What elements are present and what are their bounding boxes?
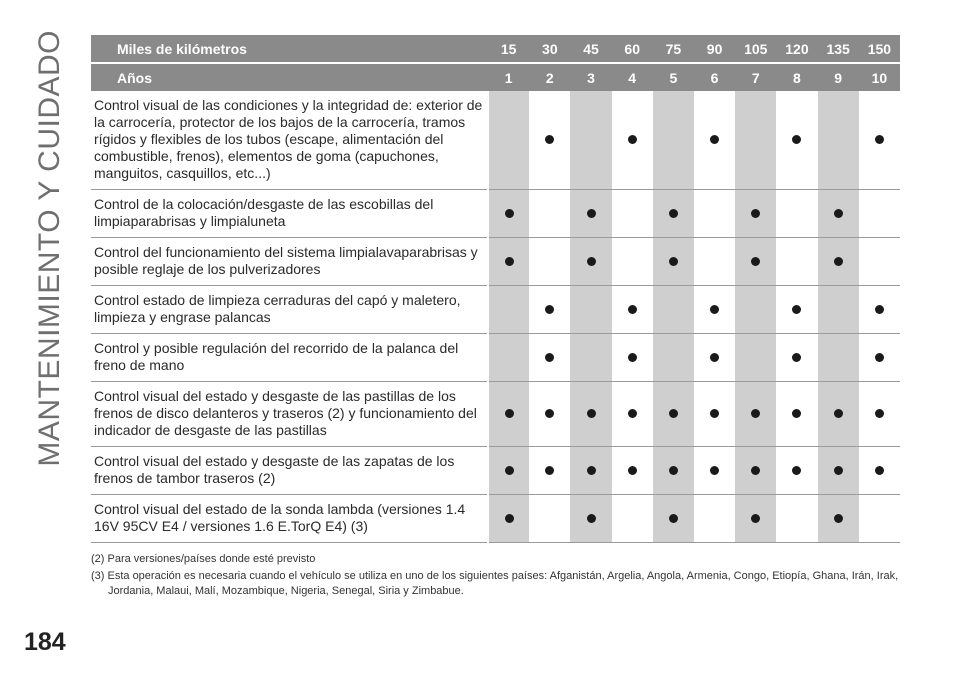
check-dot-icon	[792, 305, 801, 314]
year-value: 9	[818, 63, 859, 91]
schedule-cell	[612, 447, 653, 495]
schedule-cell	[818, 286, 859, 334]
check-dot-icon	[545, 409, 554, 418]
row-label: Control del funcionamiento del sistema limpialavaparabrisas y posible reglaje de los pulverizadores	[91, 238, 488, 286]
schedule-cell	[570, 334, 611, 382]
schedule-cell	[859, 495, 900, 543]
schedule-cell	[570, 190, 611, 238]
check-dot-icon	[505, 466, 514, 475]
year-value: 5	[653, 63, 694, 91]
schedule-cell	[653, 91, 694, 190]
km-value: 45	[570, 35, 611, 63]
check-dot-icon	[587, 257, 596, 266]
table-row	[91, 190, 900, 238]
schedule-cell	[488, 286, 529, 334]
km-header-row	[91, 35, 900, 63]
schedule-cell	[694, 238, 735, 286]
footnotes	[91, 552, 900, 599]
check-dot-icon	[875, 409, 884, 418]
table-row	[91, 447, 900, 495]
row-label: Control visual del estado y desgaste de las pastillas de los frenos de disco delanteros y traseros (2) y funcionamiento del indicador de desgaste de las pastillas	[91, 382, 488, 447]
year-value: 1	[488, 63, 529, 91]
schedule-cell	[735, 238, 776, 286]
schedule-cell	[735, 382, 776, 447]
schedule-cell	[859, 382, 900, 447]
footnote-3: (3) Esta operación es necesaria cuando el vehículo se utiliza en uno de los siguientes países: Afganistán, Argelia, Angola, Armenia, Congo, Etiopía, Ghana, Irán, Irak, Jordania, Malaui, Malí, Mozambique, Nigeria, Senegal, Siria y Zimbabue.	[91, 570, 899, 597]
schedule-cell	[653, 190, 694, 238]
row-label: Control visual del estado y desgaste de las zapatas de los frenos de tambor traseros (2)	[91, 447, 488, 495]
schedule-cell	[570, 286, 611, 334]
km-value: 75	[653, 35, 694, 63]
page-number: 184	[24, 628, 66, 656]
check-dot-icon	[710, 305, 719, 314]
check-dot-icon	[505, 409, 514, 418]
check-dot-icon	[875, 305, 884, 314]
schedule-cell	[776, 190, 817, 238]
table-row	[91, 382, 900, 447]
schedule-cell	[488, 238, 529, 286]
check-dot-icon	[751, 409, 760, 418]
schedule-cell	[818, 447, 859, 495]
check-dot-icon	[545, 305, 554, 314]
schedule-cell	[776, 382, 817, 447]
check-dot-icon	[545, 135, 554, 144]
schedule-cell	[612, 91, 653, 190]
schedule-cell	[653, 495, 694, 543]
check-dot-icon	[669, 466, 678, 475]
check-dot-icon	[792, 135, 801, 144]
check-dot-icon	[875, 135, 884, 144]
table-row	[91, 495, 900, 543]
schedule-cell	[529, 91, 570, 190]
schedule-cell	[818, 334, 859, 382]
schedule-cell	[653, 382, 694, 447]
schedule-cell	[818, 495, 859, 543]
check-dot-icon	[587, 409, 596, 418]
year-value: 10	[859, 63, 900, 91]
check-dot-icon	[710, 135, 719, 144]
footnote-2: (2) Para versiones/países donde esté previsto	[91, 553, 316, 565]
schedule-cell	[694, 447, 735, 495]
schedule-cell	[818, 91, 859, 190]
schedule-cell	[653, 447, 694, 495]
check-dot-icon	[710, 466, 719, 475]
check-dot-icon	[545, 466, 554, 475]
check-dot-icon	[875, 353, 884, 362]
schedule-body	[91, 91, 900, 543]
check-dot-icon	[834, 466, 843, 475]
check-dot-icon	[875, 466, 884, 475]
schedule-cell	[653, 238, 694, 286]
years-header-row	[91, 63, 900, 91]
schedule-cell	[776, 91, 817, 190]
check-dot-icon	[834, 514, 843, 523]
section-title-text: MANTENIMIENTO Y CUIDADO	[33, 30, 66, 467]
schedule-cell	[612, 238, 653, 286]
check-dot-icon	[545, 353, 554, 362]
schedule-cell	[818, 190, 859, 238]
schedule-cell	[818, 382, 859, 447]
schedule-cell	[859, 190, 900, 238]
schedule-cell	[694, 495, 735, 543]
schedule-cell	[859, 286, 900, 334]
check-dot-icon	[505, 257, 514, 266]
years-header-label: Años	[91, 63, 488, 91]
check-dot-icon	[710, 409, 719, 418]
year-value: 4	[612, 63, 653, 91]
check-dot-icon	[669, 209, 678, 218]
check-dot-icon	[669, 409, 678, 418]
schedule-cell	[859, 91, 900, 190]
check-dot-icon	[628, 353, 637, 362]
schedule-cell	[488, 190, 529, 238]
schedule-cell	[776, 495, 817, 543]
table-row	[91, 91, 900, 190]
row-label: Control visual de las condiciones y la integridad de: exterior de la carrocería, protector de los bajos de la carrocería, tramos rígidos y flexibles de los tubos (escape, alimentación del combustible, frenos), elementos de goma (capuchones, manguitos, casquillos, etc...)	[91, 91, 488, 190]
km-value: 105	[735, 35, 776, 63]
year-value: 2	[529, 63, 570, 91]
year-value: 8	[776, 63, 817, 91]
check-dot-icon	[792, 409, 801, 418]
check-dot-icon	[751, 466, 760, 475]
schedule-cell	[570, 495, 611, 543]
schedule-cell	[735, 334, 776, 382]
schedule-cell	[653, 286, 694, 334]
year-value: 7	[735, 63, 776, 91]
schedule-cell	[776, 334, 817, 382]
maintenance-schedule-table	[91, 35, 900, 543]
check-dot-icon	[628, 466, 637, 475]
schedule-cell	[529, 334, 570, 382]
km-header-label: Miles de kilómetros	[91, 35, 488, 63]
schedule-cell	[694, 286, 735, 334]
table-row	[91, 238, 900, 286]
km-value: 120	[776, 35, 817, 63]
schedule-cell	[612, 334, 653, 382]
check-dot-icon	[751, 257, 760, 266]
schedule-cell	[859, 334, 900, 382]
schedule-cell	[859, 238, 900, 286]
schedule-cell	[653, 334, 694, 382]
schedule-cell	[529, 447, 570, 495]
km-value: 60	[612, 35, 653, 63]
check-dot-icon	[587, 466, 596, 475]
km-value: 150	[859, 35, 900, 63]
schedule-cell	[859, 447, 900, 495]
schedule-cell	[694, 190, 735, 238]
schedule-cell	[612, 495, 653, 543]
check-dot-icon	[628, 409, 637, 418]
schedule-cell	[776, 238, 817, 286]
schedule-cell	[488, 382, 529, 447]
schedule-cell	[612, 190, 653, 238]
check-dot-icon	[834, 409, 843, 418]
schedule-cell	[694, 334, 735, 382]
schedule-cell	[776, 447, 817, 495]
row-label: Control y posible regulación del recorrido de la palanca del freno de mano	[91, 334, 488, 382]
schedule-cell	[529, 382, 570, 447]
schedule-cell	[529, 190, 570, 238]
check-dot-icon	[587, 514, 596, 523]
check-dot-icon	[751, 209, 760, 218]
schedule-cell	[612, 382, 653, 447]
year-value: 6	[694, 63, 735, 91]
schedule-cell	[529, 286, 570, 334]
check-dot-icon	[628, 305, 637, 314]
section-side-title	[20, 30, 80, 467]
row-label: Control de la colocación/desgaste de las escobillas del limpiaparabrisas y limpialuneta	[91, 190, 488, 238]
check-dot-icon	[505, 514, 514, 523]
row-label: Control estado de limpieza cerraduras del capó y maletero, limpieza y engrase palancas	[91, 286, 488, 334]
check-dot-icon	[834, 209, 843, 218]
check-dot-icon	[587, 209, 596, 218]
check-dot-icon	[792, 353, 801, 362]
check-dot-icon	[505, 209, 514, 218]
schedule-cell	[735, 447, 776, 495]
schedule-cell	[529, 495, 570, 543]
schedule-cell	[735, 190, 776, 238]
schedule-cell	[488, 495, 529, 543]
schedule-cell	[488, 91, 529, 190]
km-value: 30	[529, 35, 570, 63]
schedule-cell	[694, 382, 735, 447]
schedule-cell	[694, 91, 735, 190]
km-value: 135	[818, 35, 859, 63]
check-dot-icon	[792, 466, 801, 475]
year-value: 3	[570, 63, 611, 91]
schedule-cell	[735, 495, 776, 543]
row-label: Control visual del estado de la sonda lambda (versiones 1.4 16V 95CV E4 / versiones 1.6 E.TorQ E4) (3)	[91, 495, 488, 543]
check-dot-icon	[710, 353, 719, 362]
check-dot-icon	[669, 514, 678, 523]
schedule-cell	[612, 286, 653, 334]
km-value: 15	[488, 35, 529, 63]
km-value: 90	[694, 35, 735, 63]
schedule-cell	[776, 286, 817, 334]
schedule-cell	[570, 91, 611, 190]
schedule-cell	[488, 447, 529, 495]
check-dot-icon	[751, 514, 760, 523]
schedule-cell	[488, 334, 529, 382]
schedule-cell	[735, 286, 776, 334]
schedule-cell	[570, 382, 611, 447]
schedule-cell	[818, 238, 859, 286]
schedule-cell	[570, 447, 611, 495]
schedule-cell	[570, 238, 611, 286]
check-dot-icon	[834, 257, 843, 266]
table-row	[91, 286, 900, 334]
check-dot-icon	[669, 257, 678, 266]
check-dot-icon	[628, 135, 637, 144]
table-row	[91, 334, 900, 382]
schedule-cell	[529, 238, 570, 286]
schedule-cell	[735, 91, 776, 190]
